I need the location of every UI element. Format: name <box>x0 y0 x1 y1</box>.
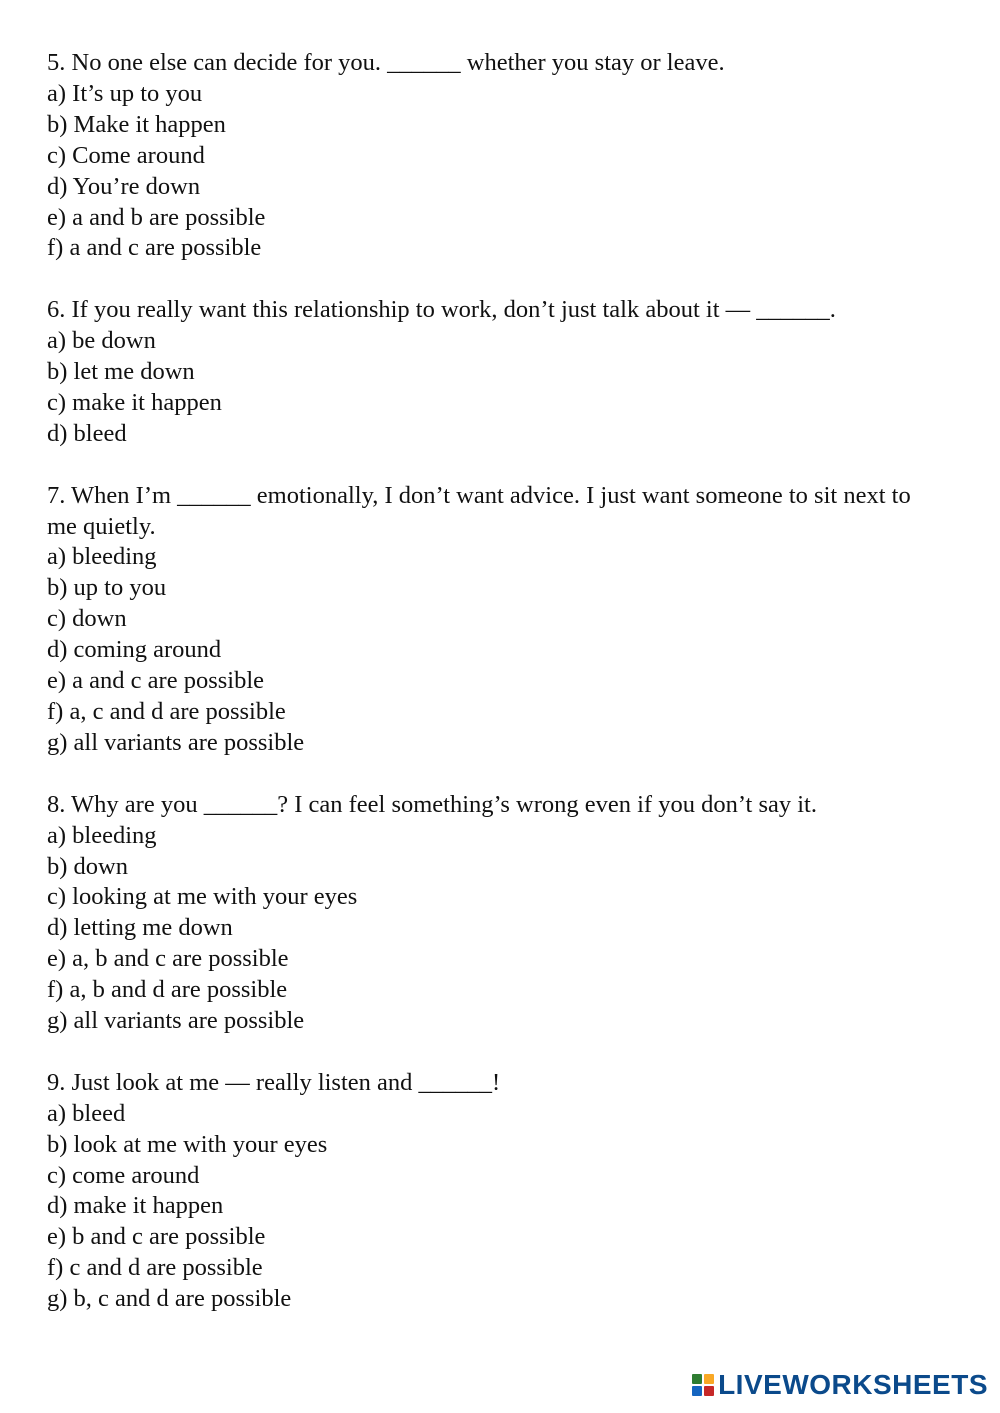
option-f: f) a, b and d are possible <box>47 976 288 1004</box>
option-b: b) let me down <box>47 358 195 386</box>
option-a: a) It’s up to you <box>47 79 203 107</box>
option-d: d) You’re down <box>47 172 201 200</box>
option-b: b) Make it happen <box>47 110 226 138</box>
logo-square-red <box>704 1386 714 1396</box>
liveworksheets-logo-icon <box>692 1374 714 1396</box>
option-c: c) looking at me with your eyes <box>47 883 358 911</box>
question-text: 9. Just look at me — really listen and ______! <box>47 1068 501 1096</box>
option-d: d) coming around <box>47 636 222 664</box>
option-c: c) make it happen <box>47 388 222 416</box>
logo-square-blue <box>692 1386 702 1396</box>
question-8 <box>47 790 937 1037</box>
option-f: f) c and d are possible <box>47 1254 263 1282</box>
worksheet-body <box>47 48 937 1346</box>
option-g: g) all variants are possible <box>47 728 305 756</box>
question-6 <box>47 295 937 450</box>
logo-square-yellow <box>704 1374 714 1384</box>
question-7 <box>47 481 937 759</box>
option-c: c) come around <box>47 1161 200 1189</box>
question-text: 6. If you really want this relationship to work, don’t just talk about it — ______. <box>47 296 836 324</box>
option-e: e) a, b and c are possible <box>47 945 289 973</box>
question-9 <box>47 1068 937 1315</box>
question-text: 8. Why are you ______? I can feel something’s wrong even if you don’t say it. <box>47 790 817 818</box>
option-d: d) letting me down <box>47 914 233 942</box>
option-f: f) a, c and d are possible <box>47 698 286 725</box>
option-g: g) b, c and d are possible <box>47 1285 292 1313</box>
option-b: b) up to you <box>47 574 167 602</box>
option-b: b) look at me with your eyes <box>47 1130 328 1158</box>
option-d: d) make it happen <box>47 1192 224 1220</box>
question-text: 5. No one else can decide for you. ______ whether you stay or leave. <box>47 49 725 76</box>
option-e: e) a and c are possible <box>47 667 264 695</box>
option-e: e) a and b are possible <box>47 203 266 231</box>
option-e: e) b and c are possible <box>47 1223 266 1251</box>
option-a: a) bleeding <box>47 821 157 849</box>
option-c: c) Come around <box>47 141 205 169</box>
logo-text: LIVEWORKSHEETS <box>718 1369 988 1400</box>
option-a: a) bleed <box>47 1099 126 1127</box>
liveworksheets-logo <box>692 1369 988 1401</box>
option-g: g) all variants are possible <box>47 1007 305 1035</box>
option-c: c) down <box>47 605 127 633</box>
question-text: 7. When I’m ______ emotionally, I don’t want advice. I just want someone to sit next to me quietly. <box>47 481 917 540</box>
option-a: a) bleeding <box>47 543 157 571</box>
logo-square-green <box>692 1374 702 1384</box>
option-f: f) a and c are possible <box>47 234 262 262</box>
option-a: a) be down <box>47 327 156 355</box>
option-d: d) bleed <box>47 419 127 447</box>
option-b: b) down <box>47 852 128 880</box>
question-5 <box>47 48 937 264</box>
